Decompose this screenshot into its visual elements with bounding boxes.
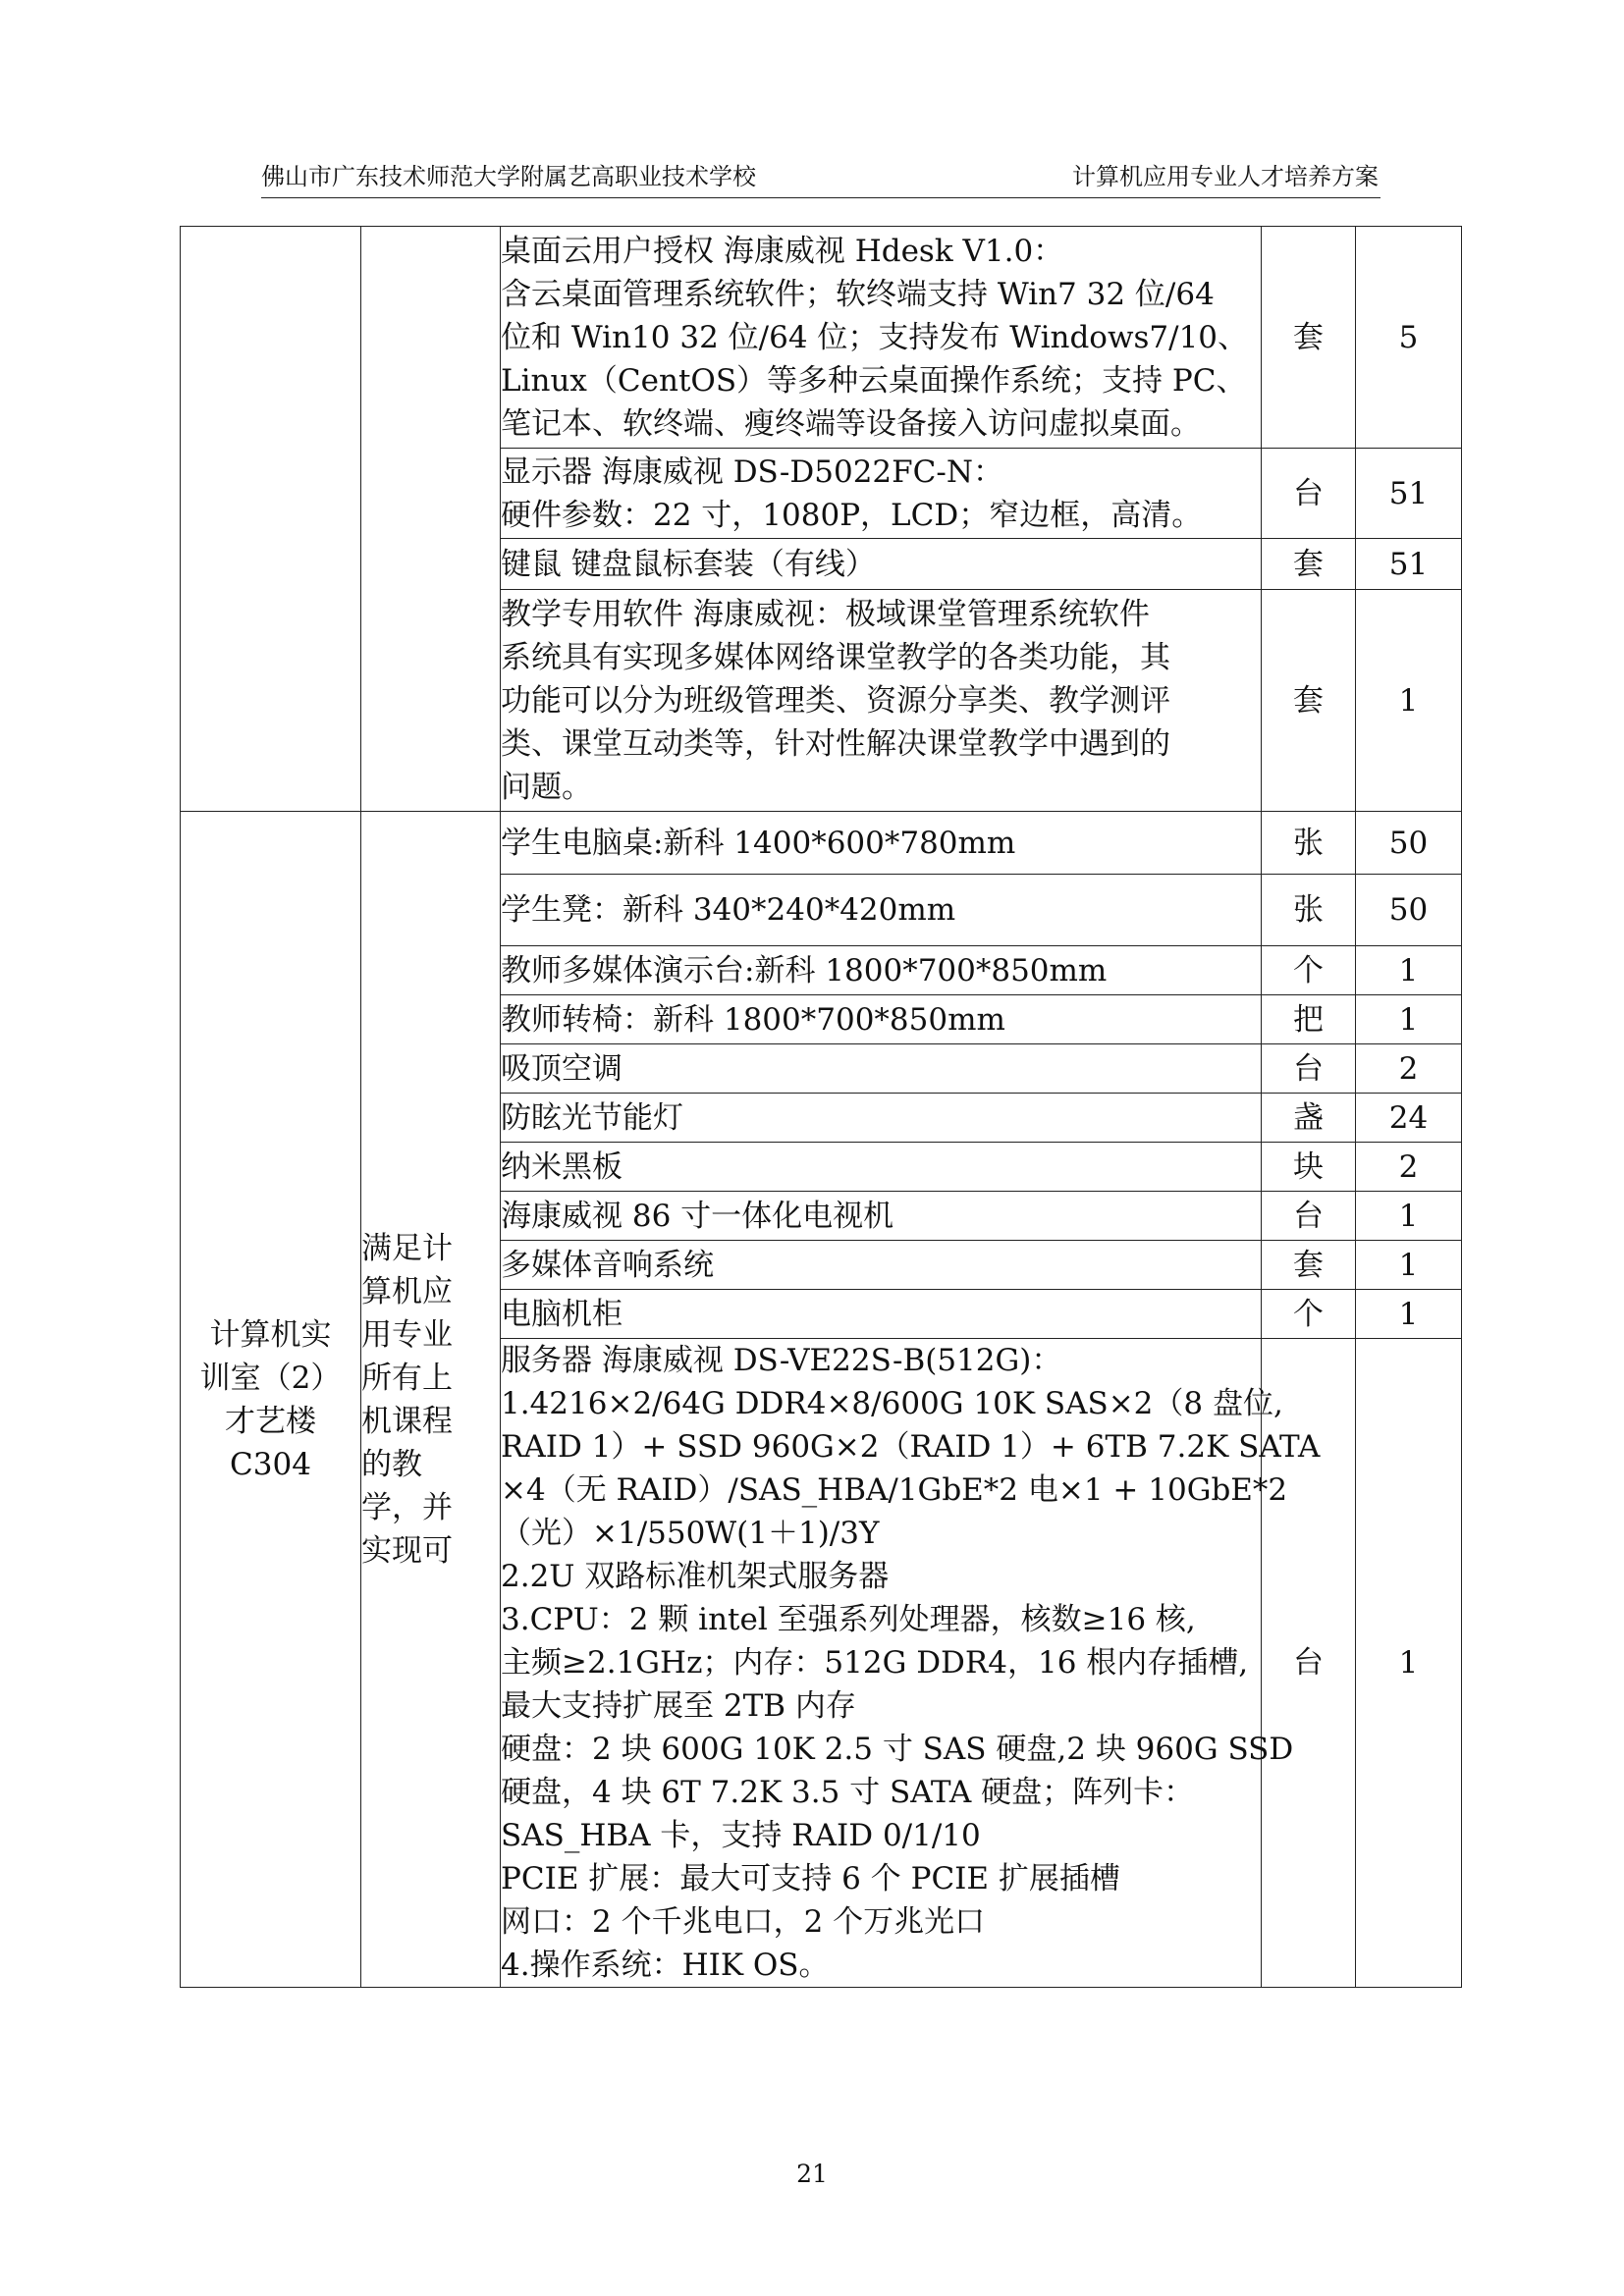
item-line: 电脑机柜 <box>501 1296 623 1332</box>
item-line: ×4（无 RAID）/SAS_HBA/1GbE*2 电×1 + 10GbE*2 <box>501 1472 1288 1508</box>
quantity-cell: 1 <box>1356 1290 1462 1339</box>
item-line: 硬盘：2 块 600G 10K 2.5 寸 SAS 硬盘,2 块 960G SSD <box>501 1732 1294 1767</box>
room-line: 计算机实 <box>209 1316 332 1353</box>
quantity-cell: 5 <box>1356 227 1462 449</box>
room-line: C304 <box>230 1446 311 1482</box>
unit-cell: 块 <box>1262 1143 1356 1192</box>
item-cell <box>501 590 1262 812</box>
item-line: （光）×1/550W(1＋1)/3Y <box>501 1516 880 1551</box>
unit-cell: 台 <box>1262 1192 1356 1241</box>
unit-cell: 个 <box>1262 1290 1356 1339</box>
item-line: 吸顶空调 <box>501 1050 623 1087</box>
equipment-table-body <box>181 227 1462 1988</box>
item-cell <box>501 1143 1262 1192</box>
item-line: 学生凳：新科 340*240*420mm <box>501 892 956 928</box>
item-cell <box>501 812 1262 875</box>
table-row <box>181 227 1462 449</box>
item-line: 键鼠 键盘鼠标套装（有线） <box>501 546 876 582</box>
item-line: 网口：2 个千兆电口，2 个万兆光口 <box>501 1904 986 1940</box>
unit-cell: 个 <box>1262 946 1356 995</box>
item-line: Linux（CentOS）等多种云桌面操作系统；支持 PC、 <box>501 362 1247 399</box>
item-cell <box>501 1192 1262 1241</box>
item-line: 硬盘，4 块 6T 7.2K 3.5 寸 SATA 硬盘；阵列卡： <box>501 1775 1195 1810</box>
unit-cell: 套 <box>1262 539 1356 590</box>
item-cell <box>501 1044 1262 1094</box>
purpose-line: 算机应 <box>361 1273 453 1309</box>
item-line: 位和 Win10 32 位/64 位；支持发布 Windows7/10、 <box>501 319 1249 355</box>
unit-cell: 把 <box>1262 995 1356 1044</box>
item-line: 桌面云用户授权 海康威视 Hdesk V1.0： <box>501 233 1064 269</box>
purpose-line: 的教 <box>361 1446 422 1482</box>
unit-cell: 台 <box>1262 1339 1356 1988</box>
quantity-cell: 51 <box>1356 539 1462 590</box>
item-line: 服务器 海康威视 DS-VE22S-B(512G)： <box>501 1343 1062 1378</box>
item-cell <box>501 946 1262 995</box>
item-line: 1.4216×2/64G DDR4×8/600G 10K SAS×2（8 盘位, <box>501 1386 1283 1421</box>
item-line: 教师转椅：新科 1800*700*850mm <box>501 1001 1005 1038</box>
item-line: 系统具有实现多媒体网络课堂教学的各类功能，其 <box>501 639 1170 675</box>
item-line: 显示器 海康威视 DS-D5022FC-N： <box>501 454 1003 490</box>
quantity-cell: 1 <box>1356 946 1462 995</box>
page-number: 21 <box>796 2160 828 2188</box>
purpose-line: 用专业 <box>361 1316 453 1353</box>
quantity-cell: 1 <box>1356 1241 1462 1290</box>
purpose-line: 学，并 <box>361 1489 453 1525</box>
item-cell <box>501 449 1262 539</box>
quantity-cell: 1 <box>1356 1192 1462 1241</box>
item-line: 3.CPU：2 颗 intel 至强系列处理器，核数≥16 核, <box>501 1602 1196 1637</box>
header-rule <box>261 197 1380 198</box>
quantity-cell: 50 <box>1356 875 1462 946</box>
item-line: 主频≥2.1GHz；内存：512G DDR4，16 根内存插槽, <box>501 1645 1249 1681</box>
purpose-cell <box>361 812 501 1988</box>
item-line: 教学专用软件 海康威视：极域课堂管理系统软件 <box>501 596 1150 632</box>
item-cell <box>501 539 1262 590</box>
item-cell <box>501 995 1262 1044</box>
table-row <box>181 812 1462 875</box>
item-cell <box>501 875 1262 946</box>
unit-cell: 张 <box>1262 812 1356 875</box>
item-line: 含云桌面管理系统软件；软终端支持 Win7 32 位/64 <box>501 276 1215 312</box>
purpose-line: 所有上 <box>361 1360 453 1396</box>
purpose-line: 实现可 <box>361 1532 453 1569</box>
quantity-cell: 50 <box>1356 812 1462 875</box>
quantity-cell: 1 <box>1356 995 1462 1044</box>
item-cell <box>501 1241 1262 1290</box>
quantity-cell: 24 <box>1356 1094 1462 1143</box>
item-line: 类、课堂互动类等，针对性解决课堂教学中遇到的 <box>501 725 1170 762</box>
room-cell <box>181 812 361 1988</box>
purpose-line: 机课程 <box>361 1403 453 1439</box>
room-line: 训室（2） <box>199 1360 342 1396</box>
item-line: 功能可以分为班级管理类、资源分享类、教学测评 <box>501 682 1170 719</box>
item-line: 纳米黑板 <box>501 1148 623 1185</box>
item-line: 笔记本、软终端、瘦终端等设备接入访问虚拟桌面。 <box>501 405 1201 442</box>
unit-cell: 套 <box>1262 590 1356 812</box>
unit-cell: 盏 <box>1262 1094 1356 1143</box>
unit-cell: 套 <box>1262 227 1356 449</box>
unit-cell: 台 <box>1262 1044 1356 1094</box>
item-cell <box>501 1094 1262 1143</box>
quantity-cell: 2 <box>1356 1143 1462 1192</box>
item-line: 硬件参数：22 寸，1080P，LCD；窄边框，高清。 <box>501 497 1203 533</box>
item-cell <box>501 227 1262 449</box>
equipment-table <box>180 226 1462 1988</box>
item-line: 海康威视 86 寸一体化电视机 <box>501 1198 894 1234</box>
item-line: RAID 1）+ SSD 960G×2（RAID 1）+ 6TB 7.2K SATA <box>501 1429 1321 1465</box>
item-line: 2.2U 双路标准机架式服务器 <box>501 1559 890 1594</box>
purpose-line: 满足计 <box>361 1230 453 1266</box>
item-line: PCIE 扩展：最大可支持 6 个 PCIE 扩展插槽 <box>501 1861 1120 1896</box>
page-header <box>261 157 1379 196</box>
purpose-cell-continued <box>361 227 501 812</box>
item-line: 4.操作系统：HIK OS。 <box>501 1948 830 1983</box>
quantity-cell: 1 <box>1356 1339 1462 1988</box>
unit-cell: 台 <box>1262 449 1356 539</box>
room-cell-continued <box>181 227 361 812</box>
item-line: SAS_HBA 卡，支持 RAID 0/1/10 <box>501 1818 981 1853</box>
quantity-cell: 51 <box>1356 449 1462 539</box>
unit-cell: 套 <box>1262 1241 1356 1290</box>
item-line: 多媒体音响系统 <box>501 1247 714 1283</box>
item-line: 最大支持扩展至 2TB 内存 <box>501 1688 856 1724</box>
item-line: 问题。 <box>501 769 592 805</box>
item-line: 学生电脑桌:新科 1400*600*780mm <box>501 825 1016 861</box>
unit-cell: 张 <box>1262 875 1356 946</box>
quantity-cell: 1 <box>1356 590 1462 812</box>
item-line: 防眩光节能灯 <box>501 1099 683 1136</box>
header-document-title: 计算机应用专业人才培养方案 <box>1072 163 1379 190</box>
quantity-cell: 2 <box>1356 1044 1462 1094</box>
item-cell <box>501 1290 1262 1339</box>
item-cell <box>501 1339 1321 1988</box>
item-line: 教师多媒体演示台:新科 1800*700*850mm <box>501 952 1108 988</box>
room-line: 才艺楼 <box>225 1403 316 1439</box>
header-school-name: 佛山市广东技术师范大学附属艺高职业技术学校 <box>261 163 756 190</box>
